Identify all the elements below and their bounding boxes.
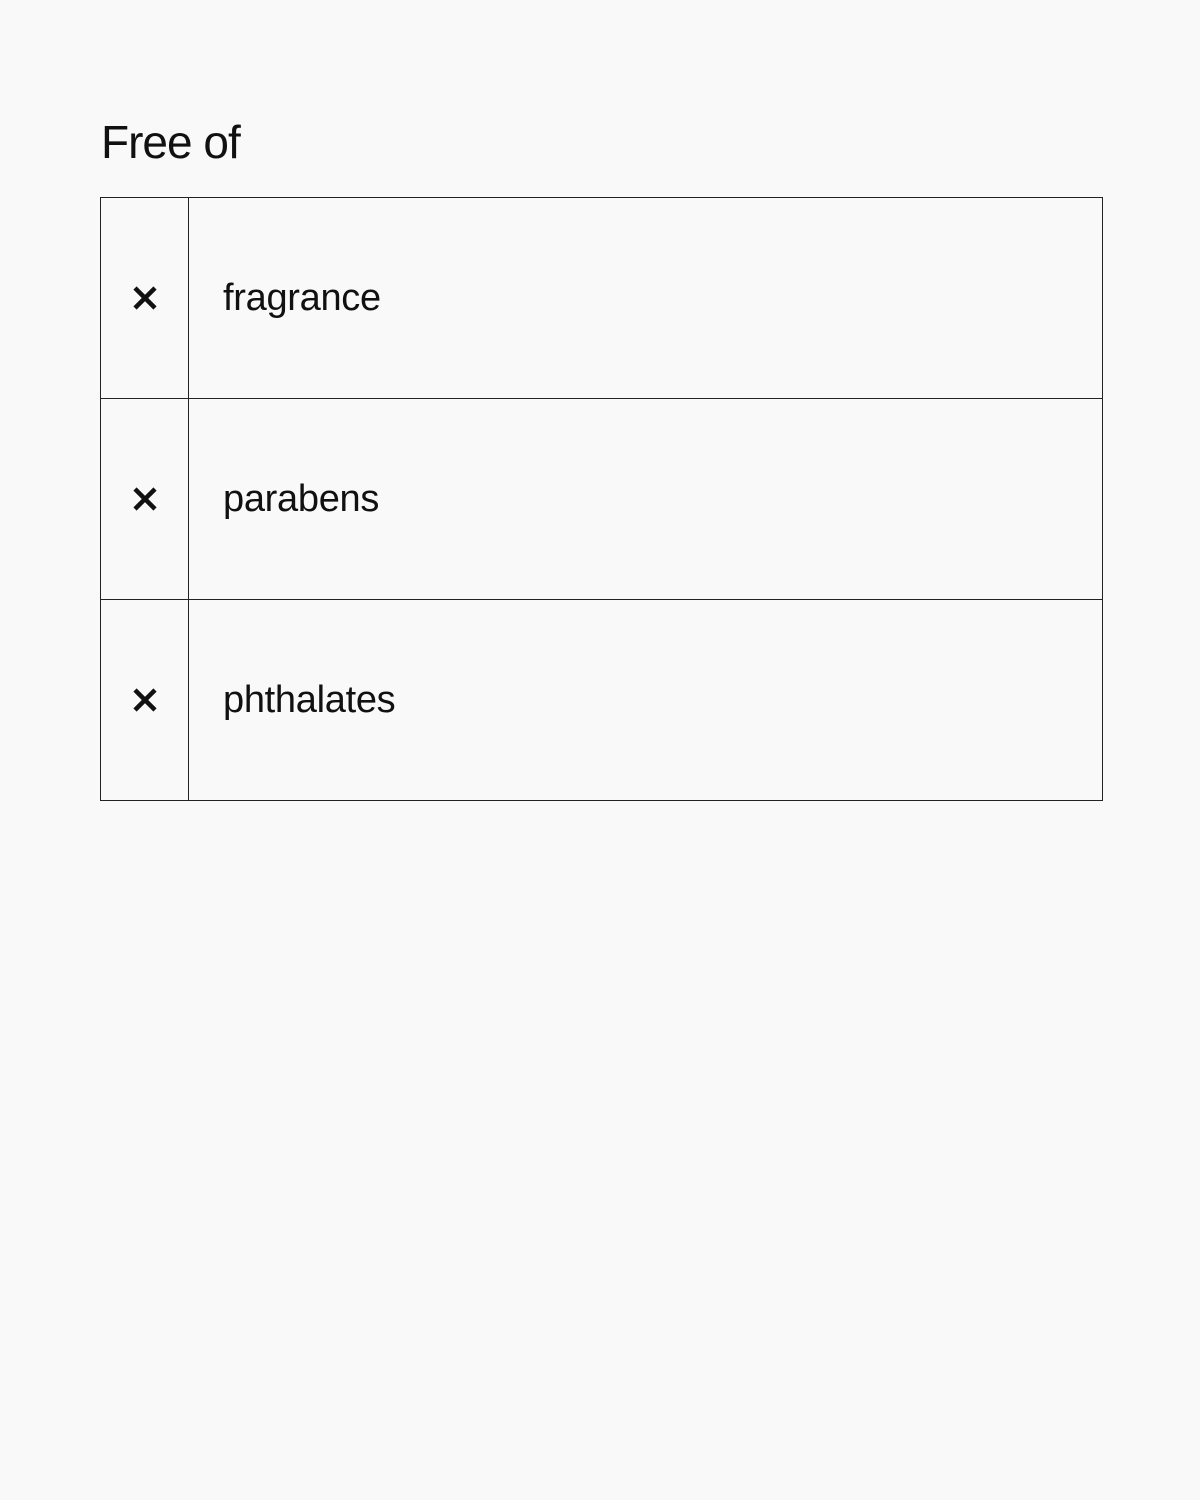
- item-label: phthalates: [223, 678, 396, 721]
- mark-cell: [101, 600, 189, 800]
- free-of-list: [100, 197, 1103, 801]
- item-label: fragrance: [223, 276, 381, 319]
- x-mark-icon: [131, 485, 159, 513]
- list-item: [101, 198, 1102, 399]
- mark-cell: [101, 399, 189, 599]
- x-mark-icon: [131, 284, 159, 312]
- mark-cell: [101, 198, 189, 398]
- x-mark-icon: [131, 686, 159, 714]
- page-title: Free of: [101, 116, 240, 168]
- item-label: parabens: [223, 477, 380, 520]
- list-item: [101, 600, 1102, 800]
- list-item: [101, 399, 1102, 600]
